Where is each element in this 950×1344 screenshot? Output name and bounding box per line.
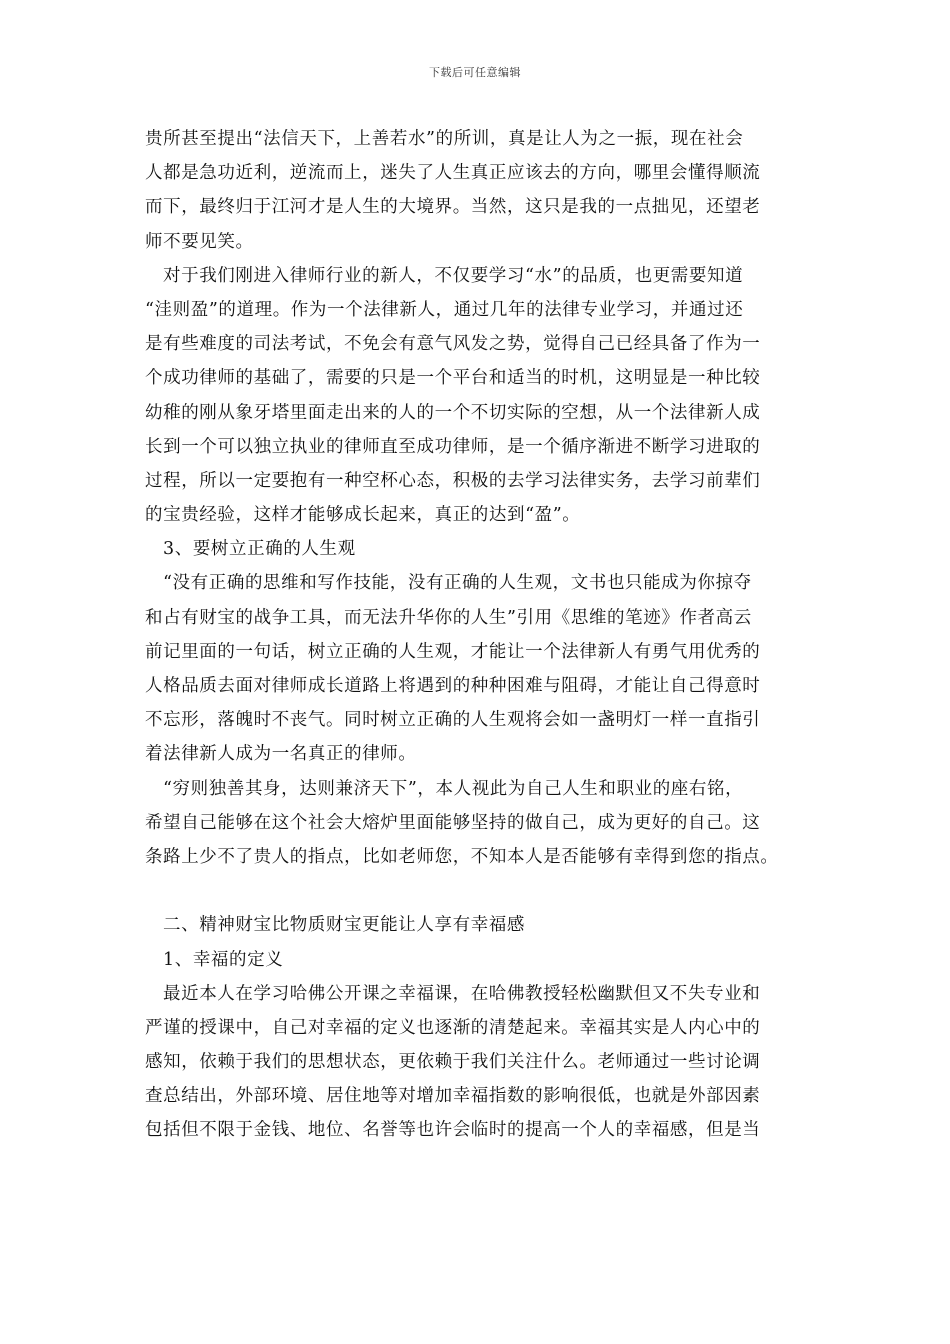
text-line: 希望自己能够在这个社会大熔炉里面能够坚持的做自己，成为更好的自己。这 bbox=[145, 812, 761, 833]
text-line: 和占有财宝的战争工具，而无法升华你的人生”引用《思维的笔迹》作者高云 bbox=[145, 607, 752, 628]
text-line: 包括但不限于金钱、地位、名誉等也许会临时的提高一个人的幸福感，但是当 bbox=[145, 1120, 761, 1141]
text-line: 人格品质去面对律师成长道路上将遇到的种种困难与阻碍，才能让自己得意时 bbox=[145, 676, 761, 696]
text-line: 着法律新人成为一名真正的律师。 bbox=[145, 744, 417, 765]
text-line: “穷则独善其身，达则兼济天下”，本人视此为自己人生和职业的座右铭， bbox=[163, 778, 744, 799]
text-line: 长到一个可以独立执业的律师直至成功律师，是一个循序渐进不断学习进取的 bbox=[145, 436, 761, 457]
text-line: 师不要见笑。 bbox=[145, 231, 254, 252]
text-line: 1、幸福的定义 bbox=[163, 949, 284, 970]
text-line: 查总结出，外部环境、居住地等对增加幸福指数的影响很低，也就是外部因素 bbox=[145, 1086, 761, 1107]
text-line: “没有正确的思维和写作技能，没有正确的人生观，文书也只能成为你掠夺 bbox=[163, 573, 752, 594]
text-line: 个成功律师的基础了，需要的只是一个平台和适当的时机，这明显是一种比较 bbox=[145, 368, 761, 389]
text-line: 条路上少不了贵人的指点，比如老师您，不知本人是否能够有幸得到您的指点。 bbox=[145, 846, 779, 867]
text-line: 贵所甚至提出“法信天下，上善若水”的所训，真是让人为之一振，现在社会 bbox=[145, 129, 744, 149]
text-line: 3、要树立正确的人生观 bbox=[163, 539, 356, 560]
text-line: 而下，最终归于江河才是人生的大境界。当然，这只是我的一点拙见，还望老 bbox=[145, 197, 761, 218]
blank-line bbox=[145, 874, 825, 908]
text-line: 幼稚的刚从象牙塔里面走出来的人的一个不切实际的空想，从一个法律新人成 bbox=[145, 402, 761, 423]
text-line: 前记里面的一句话，树立正确的人生观，才能让一个法律新人有勇气用优秀的 bbox=[145, 641, 761, 662]
text-line: 对于我们刚进入律师行业的新人，不仅要学习“水”的品质，也更需要知道 bbox=[163, 265, 744, 286]
text-line: 不忘形，落魄时不丧气。同时树立正确的人生观将会如一盏明灯一样一直指引 bbox=[145, 710, 761, 731]
text-line: 感知，依赖于我们的思想状态，更依赖于我们关注什么。老师通过一些讨论调 bbox=[145, 1052, 761, 1073]
body-text bbox=[145, 122, 825, 1148]
text-line: “洼则盈”的道理。作为一个法律新人，通过几年的法律专业学习，并通过还 bbox=[145, 299, 744, 320]
text-line: 的宝贵经验，这样才能够成长起来，真正的达到“盈”。 bbox=[145, 505, 581, 526]
text-line: 严谨的授课中，自己对幸福的定义也逐渐的清楚起来。幸福其实是人内心中的 bbox=[145, 1017, 761, 1038]
text-line: 二、精神财宝比物质财宝更能让人享有幸福感 bbox=[163, 915, 525, 936]
text-line: 过程，所以一定要抱有一种空杯心态，积极的去学习法律实务，去学习前辈们 bbox=[145, 470, 761, 491]
text-line: 是有些难度的司法考试，不免会有意气风发之势，觉得自己已经具备了作为一 bbox=[145, 334, 761, 355]
page-header: 下载后可任意编辑 bbox=[429, 66, 521, 79]
text-line: 最近本人在学习哈佛公开课之幸福课，在哈佛教授轻松幽默但又不失专业和 bbox=[163, 983, 761, 1004]
text-line: 人都是急功近利，逆流而上，迷失了人生真正应该去的方向，哪里会懂得顺流 bbox=[145, 163, 761, 184]
